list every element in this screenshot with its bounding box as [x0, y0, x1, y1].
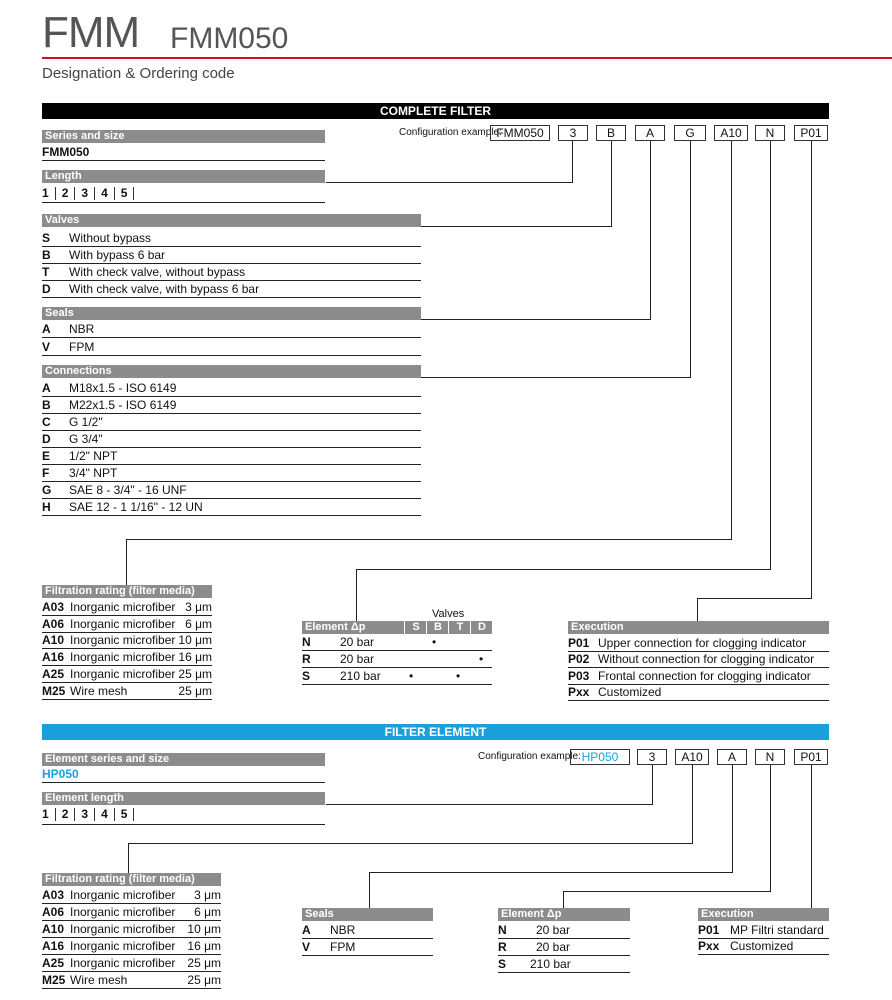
divider — [498, 972, 630, 973]
divider — [302, 684, 492, 685]
connection-option: A M18x1.5 - ISO 6149 — [42, 381, 177, 395]
connector-line — [369, 872, 370, 908]
execution-header: Execution — [568, 621, 829, 634]
filtration-rating: 25 μm — [187, 973, 221, 987]
model-title: FMM050 — [170, 22, 289, 55]
dp-option: N 20 bar • — [302, 635, 437, 649]
connector-line — [650, 141, 651, 320]
element-code-execution: P01 — [794, 749, 828, 765]
divider — [42, 202, 325, 203]
divider — [42, 337, 421, 338]
connector-line — [369, 872, 733, 873]
filtration-rating: 6 μm — [194, 905, 221, 919]
connector-line — [326, 804, 653, 805]
config-code-length: 3 — [558, 125, 588, 141]
config-code-seals: A — [635, 125, 665, 141]
divider — [42, 824, 325, 825]
element-code-length: 3 — [637, 749, 667, 765]
valve-col-s: S — [404, 621, 427, 634]
filter-element-title: FILTER ELEMENT — [384, 725, 487, 739]
dp-option: R 20 bar • — [302, 652, 484, 666]
complete-filter-band — [42, 103, 829, 119]
divider — [42, 699, 212, 700]
execution-option: Pxx Customized — [698, 939, 794, 953]
connection-option: G SAE 8 - 3/4" - 16 UNF — [42, 483, 187, 497]
element-series-value: HP050 — [42, 767, 79, 781]
filtration-option: A16 Inorganic microfiber — [42, 650, 176, 664]
connection-option: B M22x1.5 - ISO 6149 — [42, 398, 177, 412]
divider — [42, 160, 325, 161]
divider — [42, 515, 421, 516]
filtration-option: A03 Inorganic microfiber — [42, 888, 176, 902]
dp-option: S 210 bar • • — [302, 669, 461, 683]
connection-option: E 1/2" NPT — [42, 449, 118, 463]
connector-line — [126, 539, 127, 585]
filtration-rating: 10 μm — [178, 633, 212, 647]
connector-line — [356, 569, 771, 570]
dp-option: R 20 bar — [498, 940, 571, 954]
element-dp-header: Element Δp — [498, 908, 630, 921]
connector-line — [326, 182, 573, 183]
seal-option: A NBR — [302, 923, 356, 937]
seal-option: A NBR — [42, 322, 95, 336]
filtration-option: A16 Inorganic microfiber — [42, 939, 176, 953]
connector-line — [563, 891, 564, 908]
filtration-rating: 16 μm — [187, 939, 221, 953]
filtration-option: A25 Inorganic microfiber — [42, 667, 176, 681]
valve-mark: • — [456, 669, 461, 683]
execution-option: Pxx Customized — [568, 685, 662, 699]
page-subtitle: Designation & Ordering code — [42, 65, 235, 82]
seal-option: V FPM — [42, 340, 95, 354]
complete-filter-title: COMPLETE FILTER — [379, 104, 492, 118]
filtration-option: A06 Inorganic microfiber — [42, 617, 176, 631]
valves-column-label: Valves — [432, 608, 465, 620]
filtration-option: A10 Inorganic microfiber — [42, 633, 176, 647]
element-code-series: HP050 — [570, 749, 630, 765]
series-size-value: FMM050 — [42, 145, 90, 159]
divider — [302, 955, 433, 956]
filtration-rating: 10 μm — [187, 922, 221, 936]
divider — [42, 988, 221, 989]
connector-line — [563, 891, 771, 892]
execution-option: P03 Frontal connection for clogging indicator — [568, 669, 811, 683]
brand-title: FMM — [42, 8, 140, 57]
filtration-rating: 6 μm — [185, 617, 212, 631]
connector-line — [652, 765, 653, 805]
config-code-execution: P01 — [794, 125, 828, 141]
element-code-dp: N — [755, 749, 785, 765]
connector-line — [356, 569, 357, 621]
connector-line — [128, 843, 129, 873]
valves-header: Valves — [42, 214, 421, 227]
connection-option: H SAE 12 - 1 1/16" - 12 UN — [42, 500, 203, 514]
filtration-header: Filtration rating (filter media) — [42, 585, 212, 598]
element-series-header: Element series and size — [42, 753, 325, 766]
header-rule — [42, 57, 892, 59]
valve-col-b: B — [426, 621, 449, 634]
filtration-option: A10 Inorganic microfiber — [42, 922, 176, 936]
filtration-rating: 16 μm — [178, 650, 212, 664]
config-code-valves: B — [596, 125, 626, 141]
connector-line — [697, 598, 698, 621]
divider — [42, 355, 421, 356]
filtration-option: A06 Inorganic microfiber — [42, 905, 176, 919]
connector-line — [690, 141, 691, 378]
connection-option: C G 1/2" — [42, 415, 103, 429]
valve-option: B With bypass 6 bar — [42, 248, 166, 262]
config-example-label: Configuration example: — [399, 127, 502, 138]
config-example-label: Configuration example: — [478, 751, 581, 762]
divider — [698, 954, 829, 955]
filtration-rating: 25 μm — [178, 684, 212, 698]
divider — [568, 700, 829, 701]
connection-option: D G 3/4" — [42, 432, 103, 446]
connector-line — [697, 598, 812, 599]
connector-line — [572, 141, 573, 182]
valve-option: T With check valve, without bypass — [42, 265, 246, 279]
config-code-series: FMM050 — [490, 125, 550, 141]
element-length-values: 1 2 3 4 5 — [42, 806, 140, 822]
connector-line — [811, 141, 812, 599]
element-filtration-header: Filtration rating (filter media) — [42, 873, 221, 886]
connector-line — [421, 377, 691, 378]
connection-option: F 3/4" NPT — [42, 466, 118, 480]
valve-mark: • — [409, 669, 414, 683]
dp-option: S 210 bar — [498, 957, 571, 971]
filtration-rating: 25 μm — [187, 956, 221, 970]
config-code-filtration: A10 — [714, 125, 748, 141]
valve-mark: • — [479, 652, 484, 666]
valve-option: D With check valve, with bypass 6 bar — [42, 282, 260, 296]
seals-header: Seals — [42, 307, 421, 320]
connector-line — [692, 765, 693, 844]
valve-col-t: T — [448, 621, 471, 634]
connector-line — [611, 141, 612, 227]
element-code-filtration: A10 — [675, 749, 709, 765]
valve-option: S Without bypass — [42, 231, 152, 245]
connector-line — [731, 141, 732, 540]
connector-line — [421, 319, 651, 320]
element-execution-header: Execution — [698, 908, 829, 921]
length-values: 1 2 3 4 5 — [42, 185, 140, 201]
valve-mark: • — [432, 635, 437, 649]
length-header: Length — [42, 170, 325, 183]
connector-line — [126, 539, 732, 540]
filtration-option: A25 Inorganic microfiber — [42, 956, 176, 970]
dp-option: N 20 bar — [498, 923, 571, 937]
connections-header: Connections — [42, 365, 421, 378]
connector-line — [421, 226, 612, 227]
valve-col-d: D — [470, 621, 493, 634]
filter-element-band — [42, 724, 829, 740]
connector-line — [770, 141, 771, 570]
execution-option: P01 MP Filtri standard — [698, 923, 824, 937]
seal-option: V FPM — [302, 940, 356, 954]
connector-line — [770, 765, 771, 892]
connector-line — [732, 765, 733, 873]
element-dp-header: Element Δp S B T D — [302, 621, 492, 634]
filtration-rating: 3 μm — [194, 888, 221, 902]
filtration-rating: 3 μm — [185, 600, 212, 614]
execution-option: P01 Upper connection for clogging indicator — [568, 636, 807, 650]
element-length-header: Element length — [42, 792, 325, 805]
element-code-seals: A — [717, 749, 747, 765]
page-header — [42, 10, 892, 60]
connector-line — [128, 843, 693, 844]
series-size-header: Series and size — [42, 130, 325, 143]
filtration-option: M25 Wire mesh — [42, 973, 128, 987]
filtration-option: A03 Inorganic microfiber — [42, 600, 176, 614]
filtration-option: M25 Wire mesh — [42, 684, 128, 698]
config-code-dp: N — [755, 125, 785, 141]
divider — [42, 782, 325, 783]
execution-option: P02 Without connection for clogging indicator — [568, 652, 815, 666]
connector-line — [811, 765, 812, 908]
filtration-rating: 25 μm — [178, 667, 212, 681]
divider — [42, 297, 421, 298]
element-seals-header: Seals — [302, 908, 433, 921]
config-code-connections: G — [674, 125, 706, 141]
